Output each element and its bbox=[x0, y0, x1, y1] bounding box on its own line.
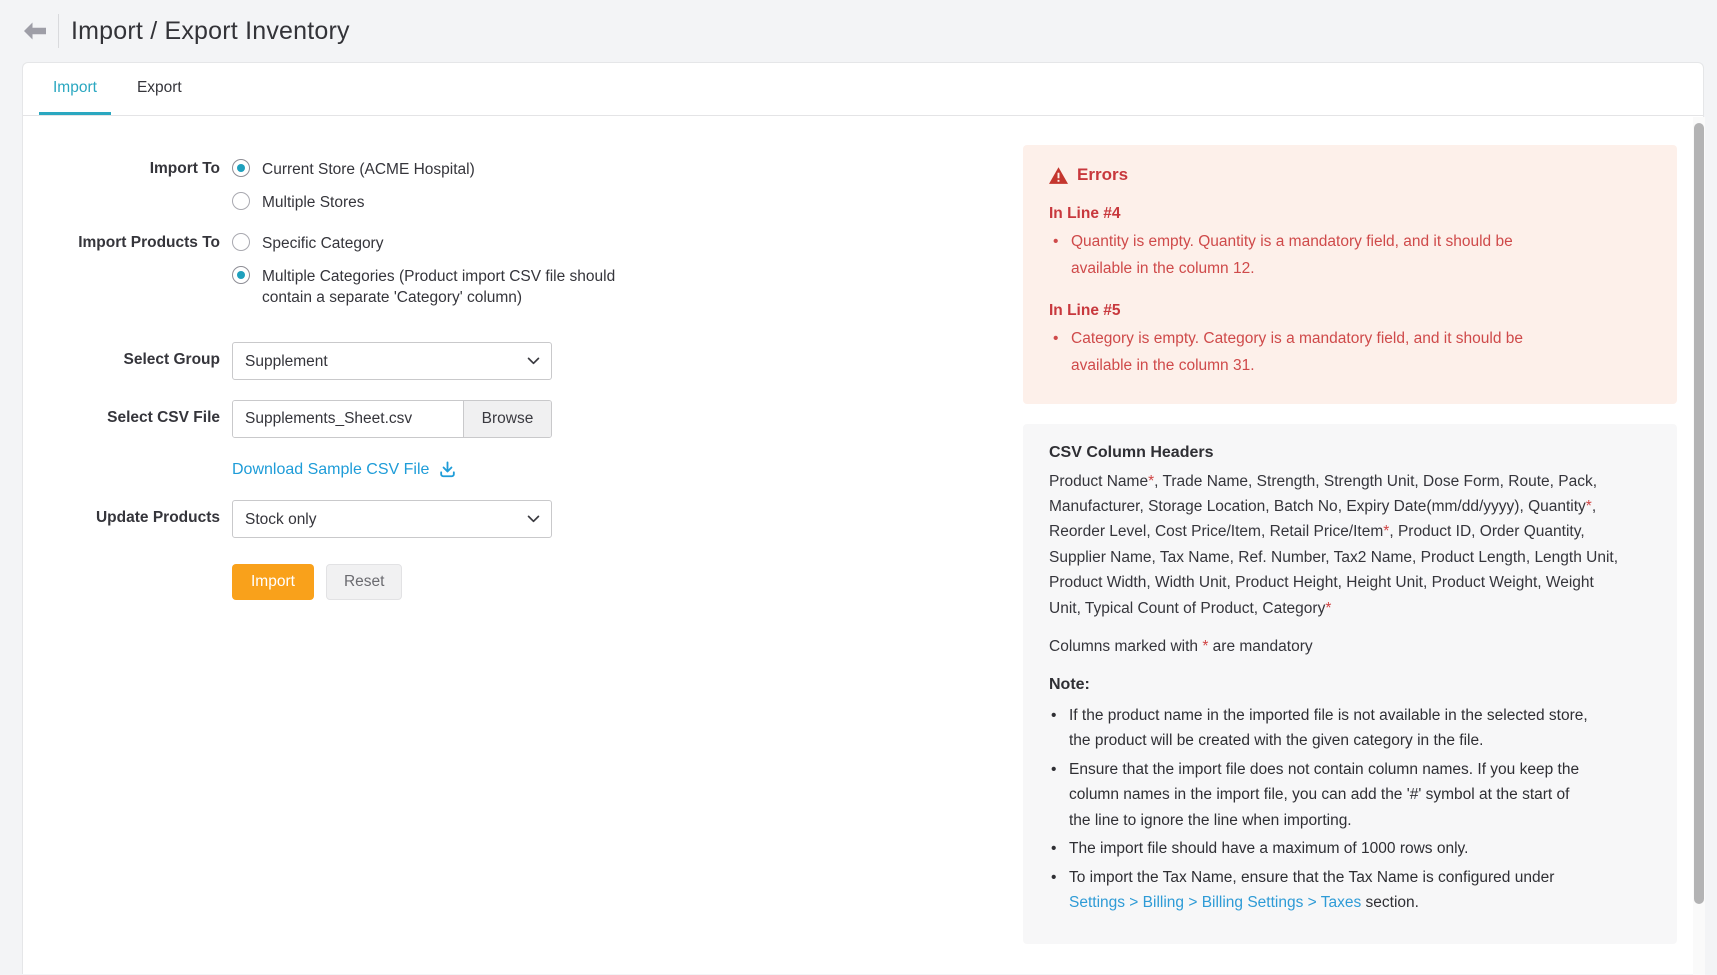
select-csv-file-label: Select CSV File bbox=[107, 409, 220, 426]
mandatory-star: * bbox=[1383, 523, 1390, 541]
radio-current-store[interactable] bbox=[232, 159, 475, 180]
download-sample-link[interactable] bbox=[232, 460, 457, 479]
radio-label: Specific Category bbox=[262, 235, 384, 252]
radio-label: Multiple Categories (Product import CSV file should contain a separate 'Category' column) bbox=[262, 268, 616, 306]
scrollbar-track[interactable] bbox=[1693, 117, 1705, 975]
radio-icon bbox=[232, 266, 250, 284]
tab-import[interactable]: Import bbox=[39, 63, 111, 115]
error-sections bbox=[1049, 205, 1651, 380]
errors-title-text: Errors bbox=[1077, 165, 1129, 184]
header-divider bbox=[58, 14, 59, 48]
update-products-dropdown[interactable] bbox=[232, 500, 552, 538]
radio-icon bbox=[232, 159, 250, 177]
error-item: • Quantity is empty. Quantity is a mandatory field, and it should be available in the column 12. bbox=[1049, 229, 1569, 282]
csv-headers-list: Product Name*, Trade Name, Strength, Strength Unit, Dose Form, Route, Pack, Manufacturer, Storage Location, Batch No, Expiry Date(mm/dd/yyyy), Quantity*, Reorder Level, Cost Price/Item, Retail Price/Item*, Product ID, Order Quantity, Supplier Name, Tax Name, Ref. Number, Tax2 Name, Product Length, Length Unit, Product Width, Width Unit, Product Height, Height Unit, Product Weight, Weight Unit, Typical Count of Product, Category* bbox=[1049, 472, 1619, 617]
mandatory-note: Columns marked with * are mandatory bbox=[1049, 638, 1313, 656]
error-item-list bbox=[1049, 229, 1651, 282]
tab-export[interactable]: Export bbox=[136, 78, 182, 96]
error-item-list bbox=[1049, 326, 1651, 379]
import-products-to-options bbox=[232, 233, 658, 308]
import-to-label: Import To bbox=[149, 160, 220, 177]
csv-headers-title: CSV Column Headers bbox=[1049, 443, 1214, 461]
radio-multiple-stores[interactable] bbox=[232, 192, 475, 213]
import-button[interactable]: Import bbox=[232, 564, 314, 600]
errors-title bbox=[1049, 165, 1651, 185]
import-products-to-label: Import Products To bbox=[78, 234, 220, 251]
note-item: • If the product name in the imported file is not available in the selected store, the product will be created with the given category in the file. bbox=[1049, 703, 1589, 754]
error-line-heading: In Line #4 bbox=[1049, 205, 1121, 222]
csv-file-name[interactable]: Supplements_Sheet.csv bbox=[233, 401, 463, 437]
back-button[interactable] bbox=[22, 18, 48, 44]
error-line-heading: In Line #5 bbox=[1049, 302, 1121, 320]
settings-taxes-link[interactable]: Settings > Billing > Billing Settings > Taxes bbox=[1069, 893, 1362, 911]
warning-triangle-icon bbox=[1049, 167, 1068, 184]
note-list bbox=[1049, 703, 1651, 915]
radio-label: Multiple Stores bbox=[262, 194, 365, 211]
update-products-label: Update Products bbox=[95, 509, 220, 526]
right-column bbox=[1023, 145, 1677, 944]
radio-label: Current Store (ACME Hospital) bbox=[262, 161, 475, 178]
note-item: • To import the Tax Name, ensure that the Tax Name is configured under Settings > Billing > Billing Settings > Taxes section. bbox=[1049, 865, 1589, 916]
select-group-wrap bbox=[232, 342, 552, 380]
back-arrow-icon bbox=[23, 21, 47, 41]
note-item: • The import file should have a maximum of 1000 rows only. bbox=[1049, 836, 1589, 861]
select-group-dropdown[interactable] bbox=[232, 342, 552, 380]
browse-button[interactable]: Browse bbox=[463, 401, 551, 437]
note-title: Note: bbox=[1049, 676, 1090, 694]
mandatory-star: * bbox=[1585, 498, 1592, 516]
download-icon bbox=[438, 460, 457, 479]
tab-bar bbox=[23, 63, 1703, 116]
download-sample-label: Download Sample CSV File bbox=[232, 460, 430, 478]
csv-file-input bbox=[232, 400, 552, 438]
import-to-options bbox=[232, 159, 475, 213]
radio-specific-category[interactable] bbox=[232, 233, 658, 254]
radio-icon bbox=[232, 192, 250, 210]
select-group-label: Select Group bbox=[123, 351, 220, 368]
tab-content bbox=[23, 116, 1703, 911]
csv-info-box bbox=[1023, 424, 1677, 945]
note-item: • Ensure that the import file does not contain column names. If you keep the column names in the import file, you can add the '#' symbol at the start of the line to ignore the line when importing. bbox=[1049, 757, 1589, 833]
radio-multiple-categories[interactable] bbox=[232, 266, 658, 308]
reset-button[interactable]: Reset bbox=[326, 564, 403, 600]
errors-panel bbox=[1023, 145, 1677, 404]
radio-icon bbox=[232, 233, 250, 251]
page-title: Import / Export Inventory bbox=[71, 16, 350, 45]
scrollbar-thumb[interactable] bbox=[1694, 123, 1704, 904]
mandatory-star: * bbox=[1148, 472, 1155, 490]
error-item: • Category is empty. Category is a mandatory field, and it should be available in the column 31. bbox=[1049, 326, 1569, 379]
import-export-card bbox=[22, 62, 1704, 974]
mandatory-star: * bbox=[1202, 638, 1209, 656]
mandatory-star: * bbox=[1325, 599, 1332, 617]
page-header bbox=[0, 0, 1717, 62]
update-products-wrap bbox=[232, 500, 552, 538]
